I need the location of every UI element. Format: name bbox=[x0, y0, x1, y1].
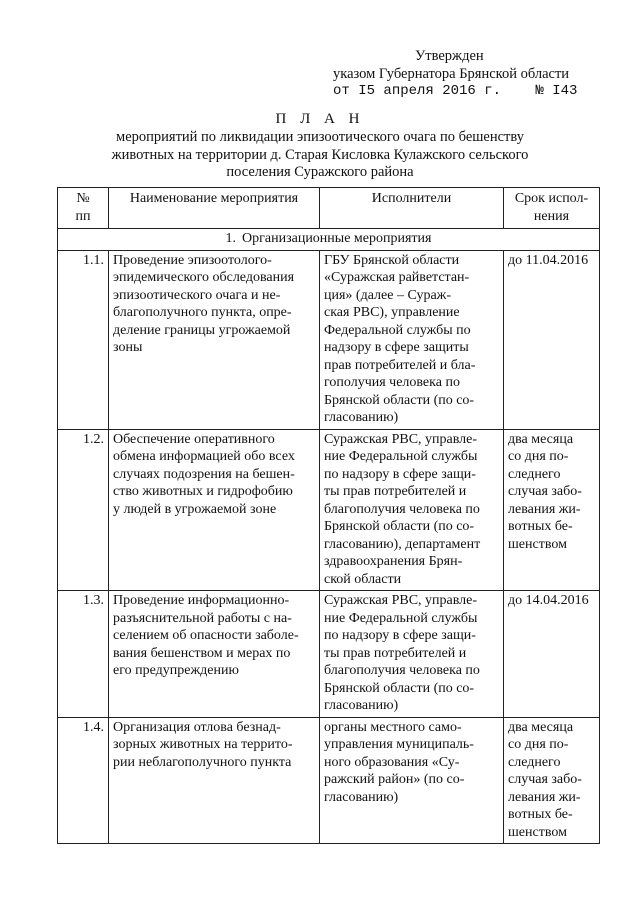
row-executors-line: гласованию), департамент bbox=[324, 536, 481, 552]
row-name-line: Проведение информационно- bbox=[113, 593, 290, 608]
row-deadline-line: следнего bbox=[508, 754, 561, 770]
row-executors-line: гополучия человека по bbox=[324, 375, 460, 390]
row-deadline bbox=[504, 429, 600, 591]
row-deadline-line: случая забо- bbox=[508, 772, 582, 787]
plan-subtitle bbox=[95, 129, 545, 182]
row-name-line: случаях подозрения на бешен- bbox=[113, 466, 295, 482]
row-executors bbox=[320, 250, 504, 429]
row-executors-line: прав потребителей и бла- bbox=[324, 357, 476, 373]
header-executors bbox=[320, 188, 504, 229]
row-name-line: его предупреждению bbox=[113, 663, 239, 678]
approval-date-line bbox=[333, 83, 577, 101]
section-title: Организационные мероприятия bbox=[242, 231, 432, 246]
row-executors-line: здравоохранения Брян- bbox=[324, 554, 463, 569]
header-deadline bbox=[504, 188, 600, 229]
section-title-cell bbox=[58, 229, 600, 251]
row-executors-line: Суражская РВС, управле- bbox=[324, 593, 478, 608]
row-number: 1.1. bbox=[58, 250, 109, 429]
row-number: 1.3. bbox=[58, 591, 109, 718]
header-num bbox=[58, 188, 109, 229]
row-executors-line: ты прав потребителей и bbox=[324, 645, 467, 661]
row-deadline-line: вотных бе- bbox=[508, 807, 573, 822]
row-name-line: деление границы угрожаемой bbox=[113, 322, 291, 338]
row-executors-line: Брянской области (по со- bbox=[324, 519, 475, 534]
row-executors-line: Федеральной службы по bbox=[324, 322, 471, 338]
row-deadline-line: два месяца bbox=[508, 431, 574, 447]
plan-subtitle-line: поселения Суражского района bbox=[226, 164, 414, 180]
row-executors-line: гласованию) bbox=[324, 698, 399, 713]
row-executors-line: «Суражская райветстан- bbox=[324, 270, 470, 285]
row-executors bbox=[320, 429, 504, 591]
row-executors-line: Брянской области (по со- bbox=[324, 392, 475, 408]
row-deadline bbox=[504, 717, 600, 844]
row-executors-line: органы местного само- bbox=[324, 719, 462, 735]
row-executors-line: Суражская РВС, управле- bbox=[324, 431, 478, 447]
plan-title: П Л А Н bbox=[275, 111, 365, 127]
row-deadline-line: два месяца bbox=[508, 719, 574, 735]
row-name-line: обмена информацией обо всех bbox=[113, 449, 295, 464]
row-deadline-line: шенством bbox=[508, 536, 567, 552]
row-executors-line: благополучия человека по bbox=[324, 663, 480, 678]
row-name-line: ство животных и гидрофобию bbox=[113, 484, 293, 499]
row-executors-line: гласованию) bbox=[324, 410, 399, 425]
row-name-line: эпизоотического очага и не- bbox=[113, 287, 281, 303]
row-executors-line: благополучия человека по bbox=[324, 501, 480, 517]
row-name-line: эпидемического обследования bbox=[113, 270, 295, 285]
row-name-line: у людей в угрожаемой зоне bbox=[113, 501, 277, 517]
header-name bbox=[109, 188, 320, 229]
table-row bbox=[58, 591, 600, 718]
table-row bbox=[58, 429, 600, 591]
row-name-line: зоны bbox=[113, 340, 143, 355]
row-deadline bbox=[504, 591, 600, 718]
table-row bbox=[58, 250, 600, 429]
row-name-line: благополучного пункта, опре- bbox=[113, 305, 292, 320]
row-name-line: вания бешенством и мерах по bbox=[113, 645, 291, 661]
table-header-row bbox=[58, 188, 600, 229]
section-row bbox=[58, 229, 600, 251]
row-name bbox=[109, 591, 320, 718]
approval-block bbox=[333, 48, 577, 101]
row-deadline-line: со дня по- bbox=[508, 737, 569, 752]
row-executors-line: ного образования «Су- bbox=[324, 754, 460, 770]
section-number: 1. bbox=[225, 231, 237, 246]
approval-date: I5 апреля 2016 г. bbox=[358, 83, 502, 99]
header-name-line: Наименование мероприятия bbox=[129, 191, 299, 206]
row-executors-line: ты прав потребителей и bbox=[324, 484, 467, 499]
row-executors-line: управления муниципаль- bbox=[324, 737, 474, 752]
row-deadline-line: со дня по- bbox=[508, 449, 569, 464]
row-deadline-line: до 14.04.2016 bbox=[508, 593, 589, 608]
row-executors bbox=[320, 717, 504, 844]
row-executors-line: гласованию) bbox=[324, 789, 399, 805]
row-deadline-line: случая забо- bbox=[508, 484, 582, 499]
header-num-line: № bbox=[76, 191, 90, 206]
row-executors-line: Брянской области (по со- bbox=[324, 680, 475, 696]
row-name-line: разъяснительной работы с на- bbox=[113, 610, 292, 626]
header-executors-line: Исполнители bbox=[371, 191, 452, 206]
row-executors-line: ражский район» (по со- bbox=[324, 772, 465, 787]
row-name-line: рии неблагополучного пункта bbox=[113, 754, 292, 770]
row-deadline-line: шенством bbox=[508, 824, 567, 840]
row-executors-line: ГБУ Брянской области bbox=[324, 252, 460, 268]
approval-date-prefix: от bbox=[333, 83, 350, 99]
row-deadline-line: до 11.04.2016 bbox=[508, 252, 589, 268]
row-deadline bbox=[504, 250, 600, 429]
approval-decree: указом Губернатора Брянской области bbox=[333, 65, 570, 82]
table-row bbox=[58, 717, 600, 844]
row-executors bbox=[320, 591, 504, 718]
row-name-line: Проведение эпизоотолого- bbox=[113, 252, 272, 268]
row-executors-line: надзору в сфере защиты bbox=[324, 340, 469, 355]
row-name-line: зорных животных на террито- bbox=[113, 737, 293, 752]
row-executors-line: по надзору в сфере защи- bbox=[324, 466, 476, 482]
row-executors-line: ние Федеральной службы bbox=[324, 449, 478, 464]
row-executors-line: ская РВС), управление bbox=[324, 305, 460, 320]
row-executors-line: по надзору в сфере защи- bbox=[324, 628, 476, 643]
row-name bbox=[109, 429, 320, 591]
row-number: 1.4. bbox=[58, 717, 109, 844]
row-name bbox=[109, 250, 320, 429]
plan-table bbox=[57, 187, 600, 844]
row-deadline-line: левания жи- bbox=[508, 789, 581, 805]
row-name-line: Организация отлова безнад- bbox=[113, 719, 281, 735]
approval-heading: Утвержден bbox=[415, 48, 484, 64]
header-deadline-line: Срок испол- bbox=[514, 191, 589, 206]
plan-subtitle-line: животных на территории д. Старая Кисловка Кулажского сельского bbox=[111, 146, 529, 163]
row-name-line: селением об опасности заболе- bbox=[113, 628, 299, 643]
row-deadline-line: вотных бе- bbox=[508, 519, 573, 534]
row-executors-line: ция» (далее – Сураж- bbox=[324, 287, 451, 303]
row-executors-line: ской области bbox=[324, 571, 402, 587]
row-number: 1.2. bbox=[58, 429, 109, 591]
header-deadline-line: нения bbox=[533, 208, 570, 224]
row-name bbox=[109, 717, 320, 844]
plan-subtitle-line: мероприятий по ликвидации эпизоотического очага по бешенству bbox=[116, 129, 524, 145]
row-deadline-line: левания жи- bbox=[508, 501, 581, 517]
row-name-line: Обеспечение оперативного bbox=[113, 431, 275, 447]
header-num-line: пп bbox=[75, 208, 91, 224]
approval-number: № I43 bbox=[535, 83, 578, 99]
row-deadline-line: следнего bbox=[508, 466, 561, 482]
row-executors-line: ние Федеральной службы bbox=[324, 610, 478, 626]
